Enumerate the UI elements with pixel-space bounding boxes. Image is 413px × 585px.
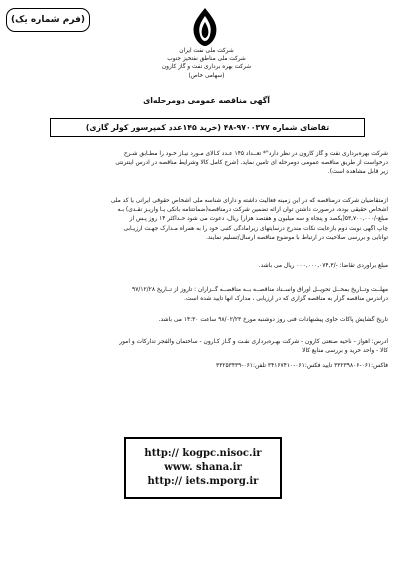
deadline-paragraph	[26, 286, 388, 304]
paragraph-line: اشخاص حقیقی بوده، درصورت داشتن توان ارائه تضمین شرکت درمناقصه(ضمانتنامه بانکی یـا واریـز نقـدی) بـه	[117, 207, 388, 214]
company-header	[120, 47, 293, 80]
paragraph-line: چاپ آگهی نوبت دوم بازعایت نکات مندرج درسایتهای زیرآمادگی کتبی خود را به همراه مـدارک جهـت ارزیـابی	[123, 225, 388, 232]
paragraph-line: مبلغ برآوردی تقاضا: -/۰۰۰,۰۰۰,۰۷۴,۳ ریال می باشد.	[258, 263, 388, 269]
address-paragraph	[26, 338, 388, 356]
paragraph-line: درخواست از طریق مناقصه عمومی دومرحله ای تامین نماید. (شرح کامل کالا وشرایط مناقصه در آدرس اینترنتی	[115, 160, 388, 167]
contact-paragraph	[26, 362, 388, 371]
tender-title-box	[50, 118, 365, 137]
company-line: شرکت ملی مناطق نفتخیز جنوب	[167, 56, 246, 63]
paragraph-line: توانایی و بررسی صلاحیت در ارتباط با موضوع مناقصه ارسال/تسلیم نمایند.	[205, 234, 388, 241]
form-number-badge	[6, 8, 90, 32]
paragraph-line: ازمتقاضیان شرکت درمناقصه که در این زمینه فعالیت داشته و دارای شناسه ملی اشخاص حقوقی ایرانی یا کد ملی	[110, 198, 388, 204]
paragraph-line: کالا - واحد خرید و بررسی منابع کالا	[302, 348, 388, 355]
website-link[interactable]: http:// iets.mporg.ir	[147, 476, 259, 487]
company-line: شرکت ملی نفت ایران	[179, 48, 234, 54]
invitation-paragraph	[26, 197, 388, 243]
form-number-label: (فرم شماره یک)	[11, 15, 85, 25]
notice-title: آگهی مناقصه عمومی دومرحله‌ای	[143, 96, 270, 105]
paragraph-line: مبلغ-/۵۳,۷۰۰,۰۰۰(یکصد و پنجاه و سه میلیون و هفتصد هزار) ریال، دعوت می شود حـداکثر ۱۴ روز پـس از	[129, 216, 388, 223]
description-paragraph	[26, 150, 388, 178]
website-link[interactable]: www. shana.ir	[164, 462, 242, 473]
paragraph-line: شرکت بهره‌برداری نفت و گاز کارون در نظر دارد"* تعــداد ۱۴۵ عـدد کـالای مـورد نیـاز خـود را مطـابق شـرح	[123, 151, 388, 157]
opening-date-paragraph	[26, 316, 388, 325]
tender-title: تقاضای شماره ۹۷۰۰۳۷۷-۴۸ (خرید ۱۴۵عدد کمپرسور کولر گازی)	[85, 123, 330, 132]
company-logo	[188, 6, 222, 48]
paragraph-line: زیر قابل مشاهده است).	[327, 169, 388, 176]
flame-logo-icon	[188, 6, 222, 48]
paragraph-line: مهلــت وتــاریخ بمحــل تحویــل اوراق واســناد مناقصــه بــه مناقصــه گــزاران : تاروز از تــاریخ ۹۷/۱۲/۲۸	[132, 287, 388, 293]
website-link[interactable]: http:// kogpc.nisoc.ir	[144, 448, 262, 459]
company-line: شرکت بهره برداری نفت و گاز کارون	[161, 64, 252, 71]
estimate-paragraph	[26, 262, 388, 271]
paragraph-line: دراندرس مناقصه گزار به مناقصه گزاری که در ارزیابی ، مدارک انها تایید شده است.	[184, 296, 388, 303]
paragraph-line: فاکس:۰۶۱-۳۳۲۳۹۸۰۶ تایید فکس:۰۶۱-۳۴۱۶۷۴۱۰ تلفن:۰۶۱-۳۳۲۵۳۴۳۹	[216, 363, 388, 369]
company-line: (سهامی خاص)	[188, 72, 225, 79]
paragraph-line: آدرس: اهواز - ناحیه صنعتی کارون - شرکت بهـره‌برداری نفـت و گـاز کـارون - ساختمان والفجر تدارکات و امور	[119, 339, 388, 345]
websites-box	[124, 437, 282, 499]
paragraph-line: تاریخ گشایش پاکات حاوی پیشنهادات فنی روز دوشنبه مورخ ۹۸/۰۲/۲۳ ساعت ۱۴:۳۰ می باشد.	[158, 317, 388, 323]
